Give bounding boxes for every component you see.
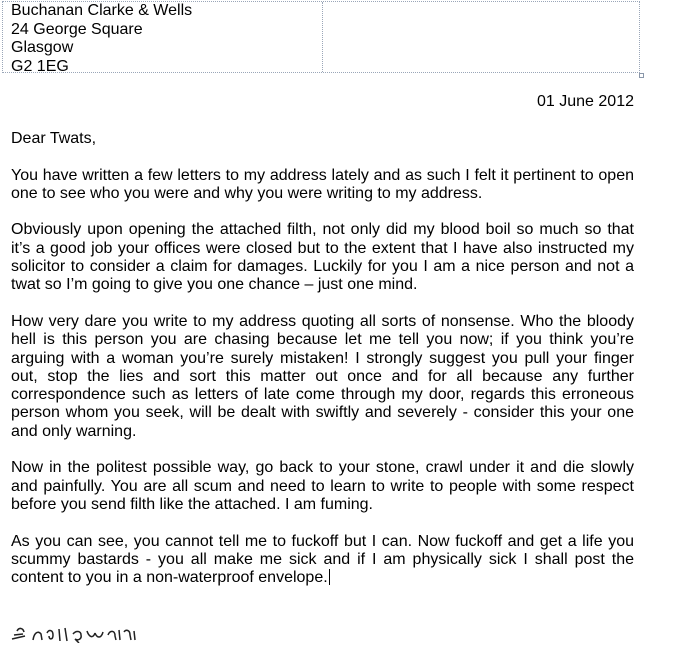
recipient-postcode: G2 1EG (11, 57, 69, 75)
text-cursor (329, 569, 331, 585)
recipient-address[interactable] (11, 2, 192, 76)
address-table[interactable] (2, 1, 640, 73)
paragraph-5 (11, 533, 634, 588)
signature-scribble (9, 615, 139, 643)
paragraph-5-text: As you can see, you cannot tell me to fuckoff but I can. Now fuckoff and get a life you scummy bastards - you all make me sick and if I am physically sick I shall post the content to you in a non-waterproof envelope. (11, 532, 634, 587)
signature-image (9, 615, 139, 643)
recipient-city: Glasgow (11, 39, 74, 56)
recipient-street: 24 George Square (11, 20, 143, 38)
table-column-divider (322, 2, 323, 72)
paragraph-2: Obviously upon opening the attached filth, not only did my blood boil so much so that it’s a good job your offices were closed but to the extent that I have also instructed my solicitor to consider a claim for damages. Luckily for you I am a nice person and not a twat so I’m going to give you one chance – just one mind. (11, 221, 634, 294)
letter-date: 01 June 2012 (537, 93, 634, 110)
salutation: Dear Twats, (11, 130, 97, 147)
table-resize-handle[interactable] (639, 73, 644, 78)
paragraph-4: Now in the politest possible way, go back to your stone, crawl under it and die slowly and painfully. You are all scum and need to learn to write to people with some respect before you send filth like the attached. I am fuming. (11, 459, 634, 513)
paragraph-1: You have written a few letters to my address lately and as such I felt it pertinent to open one to see who you were and why you were writing to my address. (11, 166, 634, 202)
letter-body[interactable] (11, 130, 634, 606)
paragraph-3: How very dare you write to my address quoting all sorts of nonsense. Who the bloody hell is this person you are chasing because let me tell you now; if you think you’re arguing with a woman you’re surely mistaken! I strongly suggest you pull your finger out, stop the lies and sort this matter out once and for all because any further correspondence such as letters of late come through my door, regards this erroneous person whom you seek, will be dealt with swiftly and severely - consider this your one and only warning. (11, 312, 634, 440)
recipient-name: Buchanan Clarke & Wells (11, 2, 193, 19)
